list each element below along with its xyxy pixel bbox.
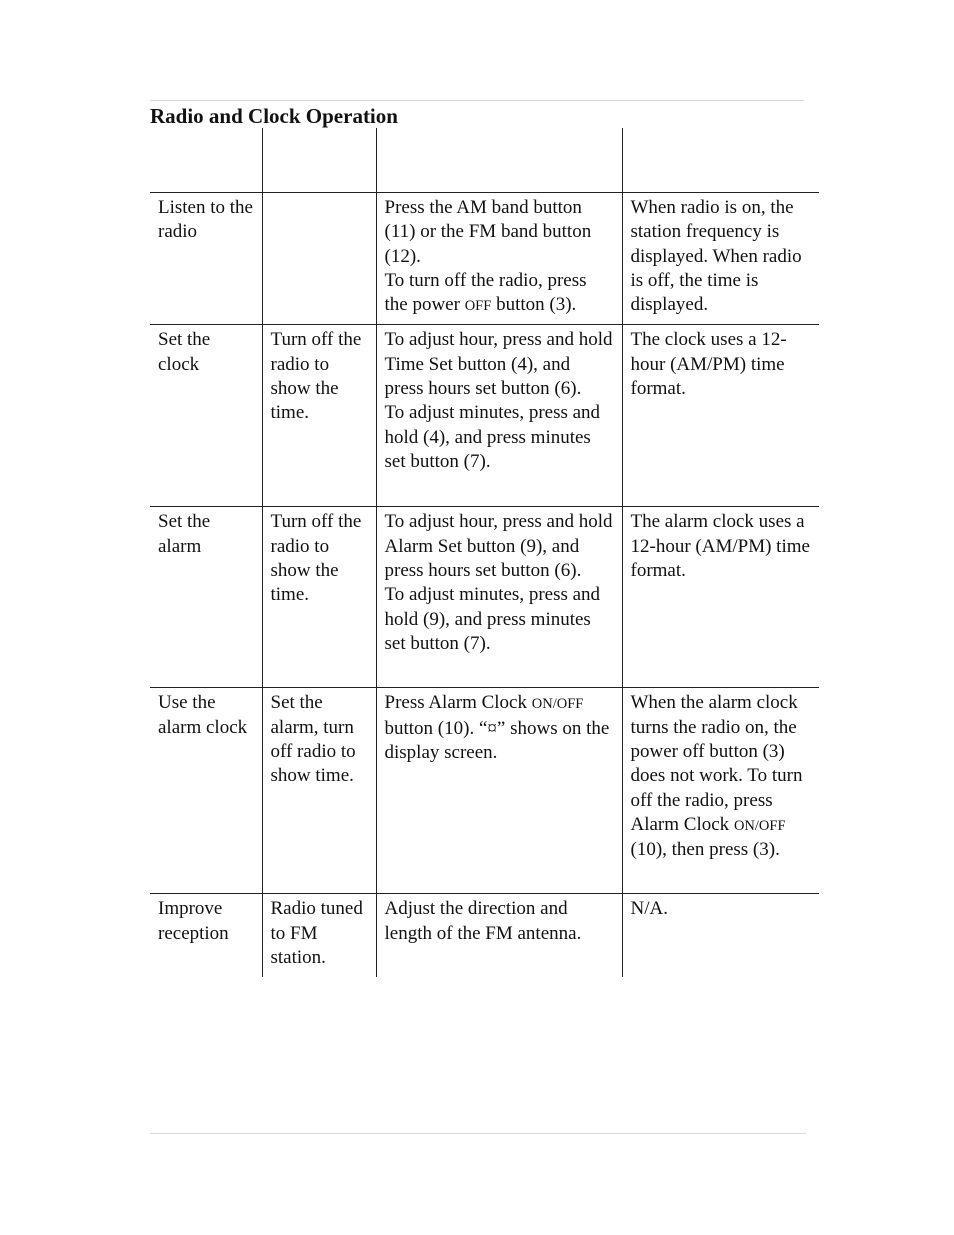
notes-cell: The clock uses a 12-hour (AM/PM) time format. [622,325,819,507]
notes-cell: When the alarm clock turns the radio on, the power off button (3) does not work. To turn off the radio, press Alarm Clock ON/OFF (10), then press (3). [622,688,819,894]
condition-cell: Radio tuned to FM station. [262,894,376,978]
action-line: Press Alarm Clock ON/OFF button (10). “¤” shows on the display screen. [384,692,610,764]
action-cell [376,325,622,507]
notes-cell: When radio is on, the station frequency is displayed. When radio is off, the time is displayed. [622,193,819,325]
action-line: Adjust the direction and length of the FM antenna. [384,898,582,944]
operation-table [150,128,819,977]
condition-cell: Turn off the radio to show the time. [262,507,376,688]
action-line: To adjust hour, press and hold Alarm Set button (9), and press hours set button (6). [384,511,613,582]
task-cell: Set the clock [150,325,262,507]
task-cell: Improve reception [158,898,229,944]
header-cell-action [376,128,622,193]
notes-cell: N/A. [622,894,819,978]
action-line: To adjust hour, press and hold Time Set button (4), and press hours set button (6). [384,329,613,400]
condition-cell: Set the alarm, turn off radio to show time. [262,688,376,894]
table-header-row [150,128,819,193]
action-line: To turn off the radio, press the power OFF button (3). [384,269,587,316]
notes-cell: The alarm clock uses a 12-hour (AM/PM) time format. [622,507,819,688]
table-row [150,507,819,688]
condition-cell: Turn off the radio to show the time. [262,325,376,507]
table-row [150,688,819,894]
header-rule [150,100,804,101]
table-row [150,894,819,978]
on-off-label: ON/OFF [733,817,786,834]
table-row [150,193,819,325]
action-cell [376,894,622,978]
action-line: To adjust minutes, press and hold (9), and press minutes set button (7). [384,584,601,654]
header-cell-notes [622,128,819,193]
action-line: To adjust minutes, press and hold (4), and press minutes set button (7). [384,402,601,472]
header-cell-condition [262,128,376,193]
action-cell [376,507,622,688]
on-off-label: ON/OFF [531,696,584,713]
action-line: Press the AM band button (11) or the FM band button (12). [384,197,592,267]
action-cell [376,688,622,894]
condition-cell [262,193,376,325]
section-title: Radio and Clock Operation [150,104,398,128]
task-cell: Use the alarm clock [150,688,262,894]
header-cell-task [150,128,262,193]
off-label: OFF [464,298,492,315]
task-cell: Set the alarm [150,507,262,688]
table-row [150,325,819,507]
action-cell [376,193,622,325]
task-cell: Listen to the radio [150,193,262,325]
footer-rule [150,1133,806,1134]
